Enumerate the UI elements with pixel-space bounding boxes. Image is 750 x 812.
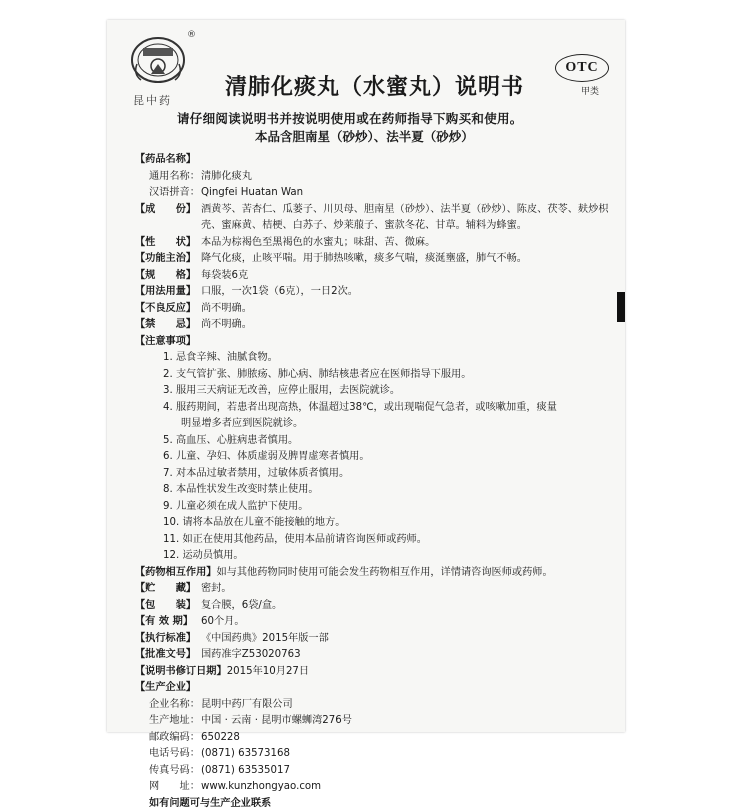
- generic-name-value: 清肺化痰丸: [201, 171, 252, 182]
- note-item: 11. 如正在使用其他药品，使用本品前请咨询医师或药师。: [135, 532, 613, 549]
- adverse-value: 尚不明确。: [201, 303, 252, 314]
- manufacturer-field-label: 生产地址：: [149, 713, 201, 730]
- instruction-leaflet: [107, 20, 625, 732]
- spec-value: 每袋装6克: [201, 270, 248, 281]
- manufacturer-row: [135, 763, 613, 780]
- otc-badge: OTC: [555, 54, 609, 82]
- drug-name-heading: 【药品名称】: [135, 152, 613, 169]
- character-label: 【性 状】: [135, 235, 201, 252]
- generic-name-label: 通用名称：: [149, 169, 201, 186]
- manufacturer-row: [135, 746, 613, 763]
- otc-class: 甲类: [581, 84, 599, 97]
- revision-label: 【说明书修订日期】: [135, 666, 227, 677]
- standard-row: [135, 631, 613, 648]
- revision-row: [135, 664, 613, 681]
- indication-row: [135, 251, 613, 268]
- note-item: 7. 对本品过敏者禁用，过敏体质者慎用。: [135, 466, 613, 483]
- interaction-label: 【药物相互作用】: [135, 567, 217, 578]
- adverse-label: 【不良反应】: [135, 301, 201, 318]
- document-title: 清肺化痰丸（水蜜丸）说明书: [225, 70, 524, 101]
- notes-heading: 【注意事项】: [135, 334, 613, 351]
- revision-value: 2015年10月27日: [227, 666, 309, 677]
- storage-row: [135, 581, 613, 598]
- page-edge-mark: [617, 292, 625, 322]
- note-item: 9. 儿童必须在成人监护下使用。: [135, 499, 613, 516]
- note-item: 1. 忌食辛辣、油腻食物。: [135, 350, 613, 367]
- manufacturer-field-label: 电话号码：: [149, 746, 201, 763]
- company-logo-icon: [129, 34, 187, 96]
- adverse-row: [135, 301, 613, 318]
- approval-row: [135, 647, 613, 664]
- manufacturer-heading: 【生产企业】: [135, 680, 613, 697]
- package-row: [135, 598, 613, 615]
- note-item: 4. 服药期间，若患者出现高热，体温超过38℃，或出现喘促气急者，或咳嗽加重，痰量: [135, 400, 613, 417]
- manufacturer-row: [135, 730, 613, 747]
- spec-row: [135, 268, 613, 285]
- generic-name-row: [135, 169, 613, 186]
- pinyin-value: Qingfei Huatan Wan: [201, 187, 303, 198]
- standard-value: 《中国药典》2015年版一部: [201, 633, 329, 644]
- usage-value: 口服，一次1袋（6克），一日2次。: [201, 286, 358, 297]
- interaction-value: 如与其他药物同时使用可能会发生药物相互作用，详情请咨询医师或药师。: [217, 567, 553, 578]
- ingredients-label: 【成 份】: [135, 202, 201, 235]
- storage-label: 【贮 藏】: [135, 581, 201, 598]
- leaflet-content: [135, 152, 613, 812]
- read-instructions-notice: 请仔细阅读说明书并按说明使用或在药师指导下购买和使用。: [177, 109, 523, 127]
- manufacturer-row: [135, 713, 613, 730]
- note-item: 12. 运动员慎用。: [135, 548, 613, 565]
- note-item: 2. 支气管扩张、肺脓疡、肺心病、肺结核患者应在医师指导下服用。: [135, 367, 613, 384]
- registered-mark: ®: [187, 30, 196, 40]
- contraindication-row: [135, 317, 613, 334]
- storage-value: 密封。: [201, 583, 232, 594]
- manufacturer-field-label: 邮政编码：: [149, 730, 201, 747]
- manufacturer-field-value: 650228: [201, 732, 240, 743]
- contains-notice: 本品含胆南星（砂炒）、法半夏（砂炒）: [255, 127, 474, 145]
- interaction-row: [135, 565, 613, 582]
- manufacturer-field-value: (0871) 63535017: [201, 765, 290, 776]
- manufacturer-field-value: (0871) 63573168: [201, 748, 290, 759]
- standard-label: 【执行标准】: [135, 631, 201, 648]
- ingredients-value: 酒黄芩、苦杏仁、瓜蒌子、川贝母、胆南星（砂炒）、法半夏（砂炒）、陈皮、茯苓、麸炒枳壳、蜜麻黄、桔梗、白苏子、炒莱菔子、蜜款冬花、甘草。辅料为蜂蜜。: [201, 202, 613, 235]
- package-label: 【包 装】: [135, 598, 201, 615]
- manufacturer-row: [135, 779, 613, 796]
- contact-footer: 如有问题可与生产企业联系: [135, 796, 613, 812]
- usage-row: [135, 284, 613, 301]
- manufacturer-field-value: www.kunzhongyao.com: [201, 781, 321, 792]
- indication-value: 降气化痰，止咳平喘。用于肺热咳嗽，痰多气喘，痰涎壅盛，肺气不畅。: [201, 253, 527, 264]
- approval-label: 【批准文号】: [135, 647, 201, 664]
- validity-label: 【有 效 期】: [135, 614, 201, 631]
- contraindication-value: 尚不明确。: [201, 319, 252, 330]
- logo-text: 昆中药: [133, 92, 172, 108]
- manufacturer-row: [135, 697, 613, 714]
- pinyin-label: 汉语拼音：: [149, 185, 201, 202]
- usage-label: 【用法用量】: [135, 284, 201, 301]
- note-item: 10. 请将本品放在儿童不能接触的地方。: [135, 515, 613, 532]
- package-value: 复合膜，6袋/盒。: [201, 600, 282, 611]
- note-item: 3. 服用三天病证无改善，应停止服用，去医院就诊。: [135, 383, 613, 400]
- notes-list: [135, 350, 613, 565]
- manufacturer-field-value: 中国 · 云南 · 昆明市螺蛳湾276号: [201, 715, 352, 726]
- manufacturer-field-label: 传真号码：: [149, 763, 201, 780]
- contraindication-label: 【禁 忌】: [135, 317, 201, 334]
- validity-value: 60个月。: [201, 616, 245, 627]
- character-row: [135, 235, 613, 252]
- note-item: 8. 本品性状发生改变时禁止使用。: [135, 482, 613, 499]
- pinyin-row: [135, 185, 613, 202]
- note-item: 5. 高血压、心脏病患者慎用。: [135, 433, 613, 450]
- validity-row: [135, 614, 613, 631]
- spec-label: 【规 格】: [135, 268, 201, 285]
- manufacturer-field-label: 网 址：: [149, 779, 201, 796]
- approval-value: 国药准字Z53020763: [201, 649, 301, 660]
- manufacturer-field-value: 昆明中药厂有限公司: [201, 699, 293, 710]
- ingredients-row: [135, 202, 613, 235]
- indication-label: 【功能主治】: [135, 251, 201, 268]
- note-item-continuation: 明显增多者应到医院就诊。: [135, 416, 613, 433]
- note-item: 6. 儿童、孕妇、体质虚弱及脾胃虚寒者慎用。: [135, 449, 613, 466]
- character-value: 本品为棕褐色至黑褐色的水蜜丸；味甜、苦、微麻。: [201, 237, 435, 248]
- manufacturer-field-label: 企业名称：: [149, 697, 201, 714]
